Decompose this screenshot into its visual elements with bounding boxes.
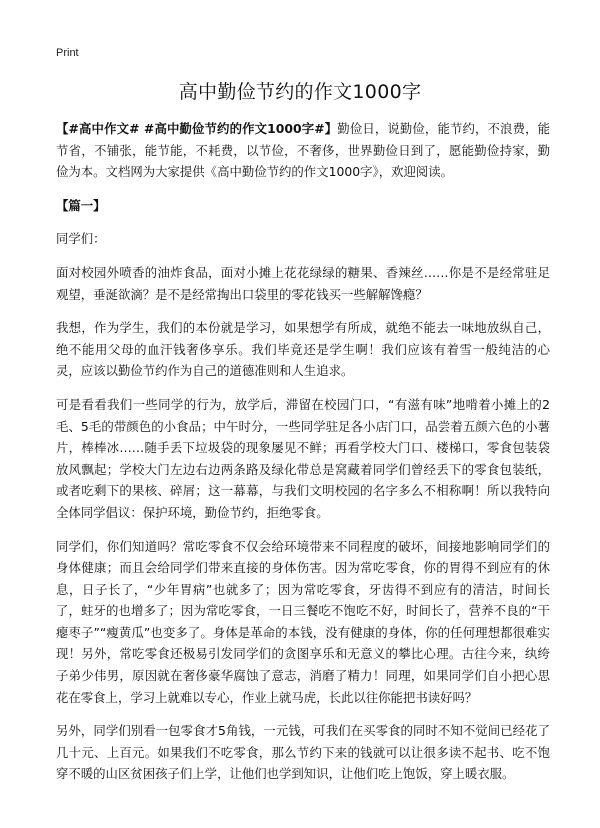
intro-text: 勤俭日，说勤俭，能节约，不浪费，能节省，不铺张，能节能，不耗费，以节俭，不奢侈，世界勤俭日到了，愿能勤俭持家，勤俭为本。文档网为大家提供《高中勤俭节约的作文1000字》，欢迎阅读。 <box>56 121 551 180</box>
section-heading: 【篇一】 <box>56 197 106 213</box>
intro-paragraph <box>56 118 550 183</box>
body-paragraph-4: 同学们，你们知道吗？常吃零食不仅会给环境带来不同程度的破坏，间接地影响同学们的身体健康；而且会给同学们带来直接的身体伤害。因为常吃零食，你的胃得不到应有的休息，日子长了，“少年胃病”也就多了；因为常吃零食，牙齿得不到应有的清洁，时间长了，蛀牙的也增多了；因为常吃零食，一日三餐吃不饱吃不好，时间长了，营养不良的“干瘪枣子”“瘦黄瓜”也变多了。身体是革命的本钱，没有健康的身体，你的任何理想都很难实现！另外，常吃零食还极易引发同学们的贪图享乐和无意义的攀比心理。古往今来，纨绔子弟少伟男，原因就在奢侈豪华腐蚀了意志，消磨了精力！同理，如果同学们自小把心思花在零食上，学习上就难以专心，作业上就马虎，长此以往你能把书读好吗？ <box>56 538 550 705</box>
body-paragraph-1: 面对校园外喷香的油炸食品，面对小摊上花花绿绿的糖果、香辣丝……你是不是经常驻足观望，垂涎欲滴？是不是经常掏出口袋里的零花钱买一些解解馋瘾？ <box>56 264 550 302</box>
body-paragraph-5: 另外，同学们别看一包零食才5角钱，一元钱，可我们在买零食的同时不知不觉间已经花了几十元、上百元。如果我们不吃零食，那么节约下来的钱就可以让很多读不起书、吃不饱穿不暖的山区贫困孩子们上学，让他们也学到知识，让他们吃上饱饭，穿上暖衣服。 <box>56 723 550 782</box>
document-body <box>56 118 550 785</box>
greeting: 同学们： <box>56 231 106 247</box>
body-paragraph-3: 可是看看我们一些同学的行为，放学后，滞留在校园门口，“有滋有味”地啃着小摊上的2毛、5毛的带颜色的小食品；中午时分，一些同学驻足各小店门口，品尝着五颜六色的小薯片，棒棒冰……随手丢下垃圾袋的现象屡见不鲜；再看学校大门口、楼梯口，零食包装袋放风飘起；学校大门左边右边两条路及绿化带总是窝藏着同学们曾经丢下的零食包装纸，或者吃剩下的果核、碎屑；这一幕幕，与我们文明校园的名字多么不相称啊！所以我特向全体同学倡议：保护环境，勤俭节约，拒绝零食。 <box>56 396 550 520</box>
print-label: Print <box>56 47 79 59</box>
intro-tag: 【#高中作文# #高中勤俭节约的作文1000字#】 <box>56 121 338 136</box>
document-title: 高中勤俭节约的作文1000字 <box>178 81 422 103</box>
body-paragraph-2: 我想，作为学生，我们的本份就是学习，如果想学有所成，就绝不能去一味地放纵自己，绝不能用父母的血汗钱奢侈享乐。我们毕竟还是学生啊！我们应该有着雪一般纯洁的心灵，应该以勤俭节约作为自己的道德准则和人生追求。 <box>56 320 550 379</box>
